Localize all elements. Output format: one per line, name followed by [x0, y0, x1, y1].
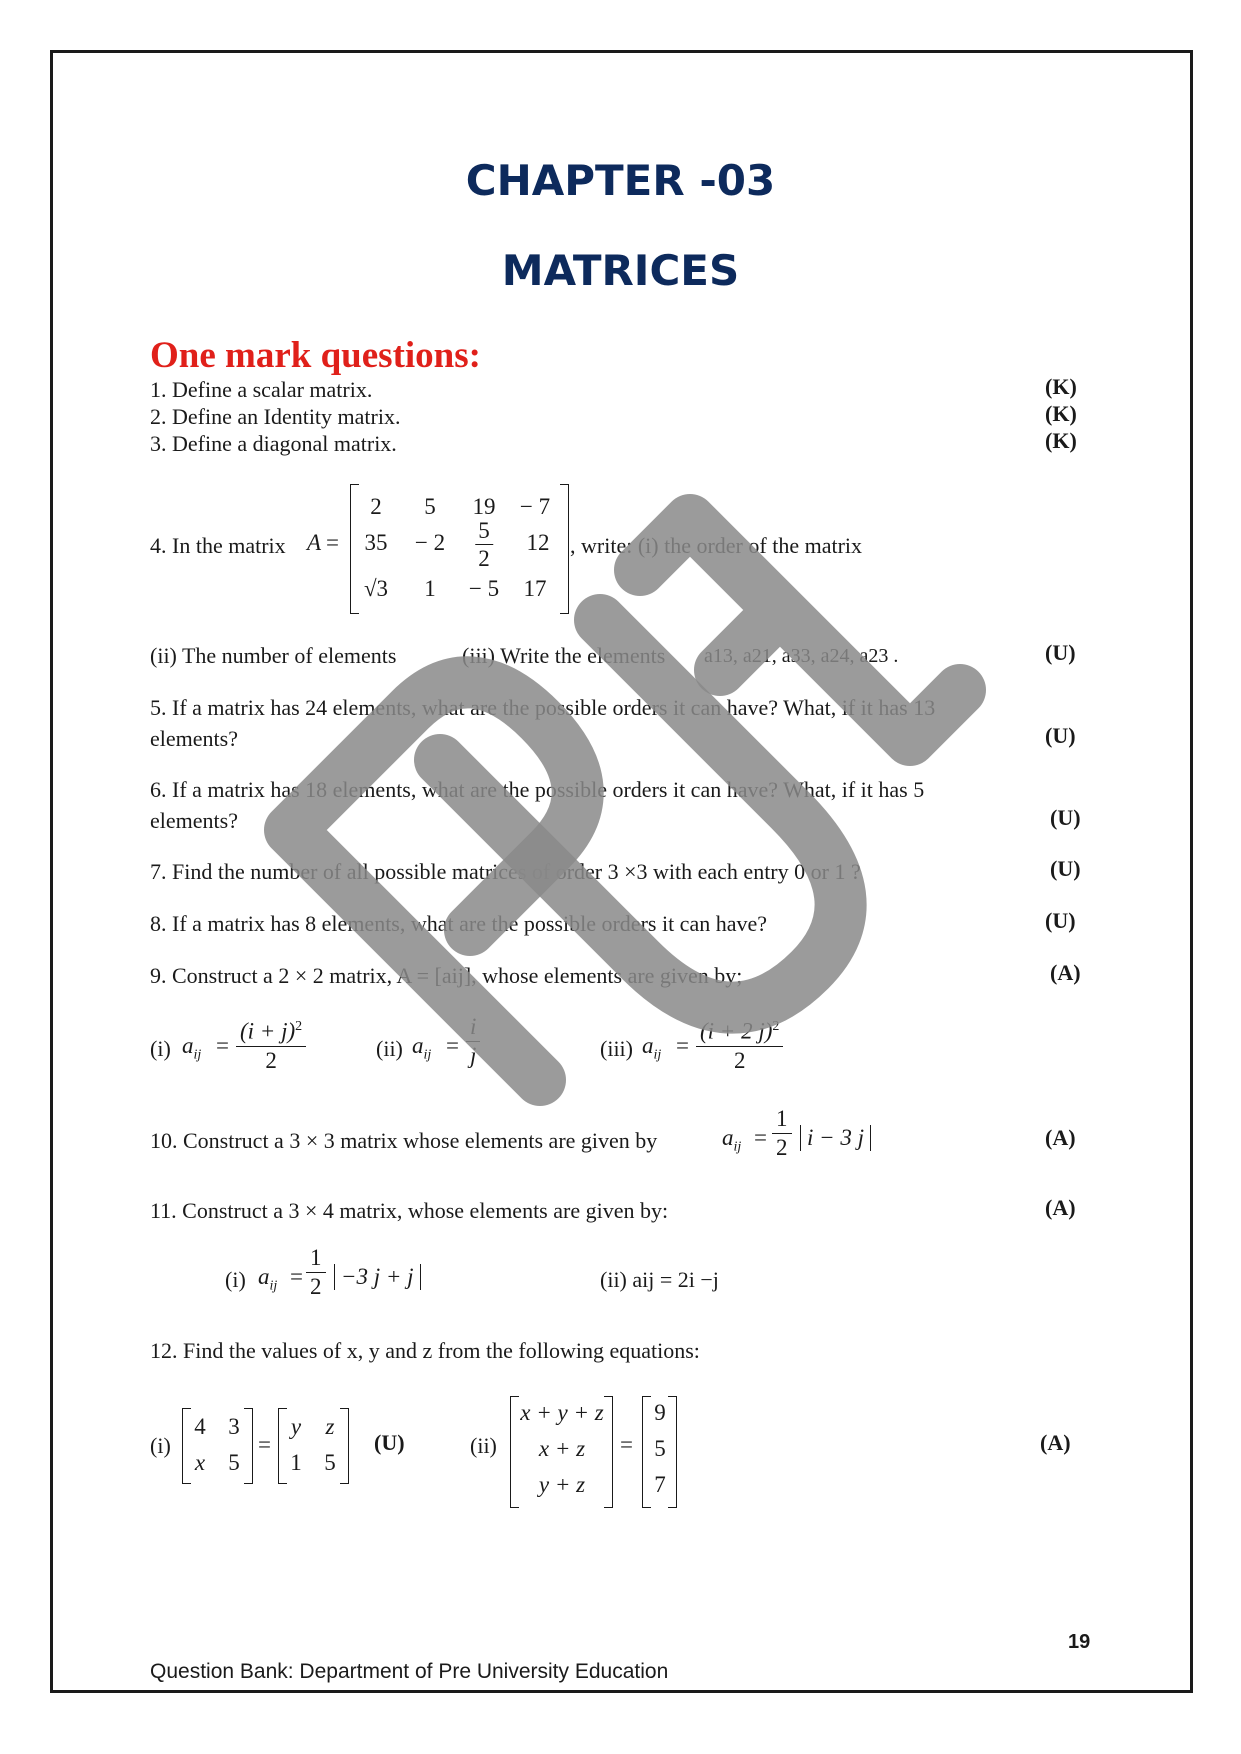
matrix-cell: − 2	[414, 530, 446, 555]
question-4-part-iii: (iii) Write the elements	[462, 643, 666, 668]
matrix-cell-fraction-num: 5	[475, 518, 493, 545]
right-bracket	[340, 1408, 349, 1484]
matrix-cell: x + z	[538, 1436, 586, 1461]
q9-lhs-sub: ij	[193, 1047, 202, 1063]
q10-eq: =	[754, 1125, 767, 1150]
question-8: 8. If a matrix has 8 elements, what are the possible orders it can have?	[150, 911, 767, 936]
question-7-mark: (U)	[1050, 856, 1081, 881]
frac-num: (i + 2 j)	[700, 1018, 773, 1044]
matrix-cell: 3	[228, 1414, 240, 1439]
question-4-mark: (U)	[1045, 640, 1076, 665]
matrix-cell: 12	[526, 530, 550, 555]
question-6-line2: elements?	[150, 808, 238, 833]
q9-lhs-a: a	[642, 1033, 654, 1058]
question-5-line1: 5. If a matrix has 24 elements, what are the possible orders it can have? What, if it has 13	[150, 695, 936, 720]
q12-part-ii-mark: (A)	[1040, 1430, 1071, 1455]
q9-part-iii-lhs	[642, 1033, 661, 1064]
matrix-cell: 2	[370, 494, 382, 519]
topic-title: MATRICES	[501, 246, 740, 295]
frac-den: 2	[733, 1047, 746, 1073]
matrix-cell-fraction-den: 2	[478, 546, 490, 571]
frac-den: 2	[265, 1047, 277, 1073]
chapter-title: CHAPTER -03	[465, 156, 776, 205]
question-9: 9. Construct a 2 × 2 matrix, A = [aij], whose elements are given by;	[150, 963, 743, 988]
matrix-cell: − 7	[519, 494, 551, 519]
q9-lhs-sub: ij	[653, 1047, 662, 1063]
q11-eq: =	[290, 1264, 303, 1289]
q11-frac	[306, 1244, 326, 1301]
question-4-elements: a13, a21, a33, a24, a23 .	[704, 645, 899, 667]
matrix-cell: √3	[363, 576, 389, 601]
question-7: 7. Find the number of all possible matrices of order 3 ×3 with each entry 0 or 1 ?	[150, 859, 861, 884]
exp: 2	[295, 1019, 303, 1034]
q12-matrix-2	[278, 1408, 350, 1484]
question-9-mark: (A)	[1050, 960, 1081, 985]
frac-den: 2	[776, 1135, 788, 1160]
q9-part-ii-frac	[466, 1013, 480, 1070]
matrix-cell: − 5	[468, 576, 500, 601]
left-bracket	[278, 1408, 287, 1484]
matrix-cell: 7	[654, 1472, 666, 1497]
matrix-a	[350, 484, 570, 614]
q9-part-iii-frac	[696, 1013, 783, 1075]
frac-den: 2	[310, 1274, 322, 1299]
q10-lhs	[722, 1125, 741, 1156]
q9-part-ii-label: (ii)	[376, 1036, 403, 1061]
q9-lhs-a: a	[182, 1033, 194, 1058]
matrix-cell: x	[194, 1450, 206, 1475]
right-bracket	[244, 1408, 253, 1484]
question-1-mark: (K)	[1045, 374, 1077, 399]
left-bracket	[510, 1396, 519, 1508]
q11-lhs-sub: ij	[269, 1278, 278, 1294]
left-bracket	[642, 1396, 651, 1508]
q9-part-i-frac	[236, 1013, 306, 1075]
q11-part-i-label: (i)	[225, 1267, 246, 1292]
question-2: 2. Define an Identity matrix.	[150, 404, 401, 429]
frac-num: 1	[306, 1244, 326, 1273]
q9-part-i-lhs	[182, 1033, 201, 1064]
question-4-prefix: 4. In the matrix	[150, 533, 286, 558]
matrix-cell: 5	[228, 1450, 240, 1475]
question-11: 11. Construct a 3 × 4 matrix, whose elements are given by:	[150, 1198, 669, 1223]
matrix-cell: y	[290, 1414, 302, 1439]
q10-abs-expr: i − 3 j	[800, 1125, 871, 1151]
matrix-cell: 19	[472, 494, 496, 519]
q12-part-i-mark: (U)	[374, 1430, 405, 1455]
left-bracket	[182, 1408, 191, 1484]
matrix-cell: 1	[290, 1450, 302, 1475]
right-bracket	[560, 484, 569, 614]
q12-i-eq: =	[258, 1432, 271, 1457]
q9-part-iii-label: (iii)	[600, 1036, 633, 1061]
matrix-cell: 9	[654, 1400, 666, 1425]
matrix-cell: 1	[424, 576, 436, 601]
left-bracket	[350, 484, 359, 614]
q12-part-ii-label: (ii)	[470, 1433, 497, 1458]
q10-frac	[772, 1105, 792, 1162]
matrix-cell: y + z	[538, 1472, 586, 1497]
q10-lhs-a: a	[722, 1125, 734, 1150]
question-4-suffix: , write: (i) the order of the matrix	[570, 533, 863, 558]
question-10: 10. Construct a 3 × 3 matrix whose elements are given by	[150, 1128, 658, 1153]
q9-part-iii-eq: =	[676, 1033, 689, 1058]
frac-num: 1	[772, 1105, 792, 1134]
matrix-cell: 5	[424, 494, 436, 519]
question-5-mark: (U)	[1045, 723, 1076, 748]
question-6-line1: 6. If a matrix has 18 elements, what are the possible orders it can have? What, if it has 5	[150, 777, 925, 802]
question-12: 12. Find the values of x, y and z from the following equations:	[150, 1338, 700, 1363]
q12-matrix-4	[642, 1396, 678, 1508]
question-3: 3. Define a diagonal matrix.	[150, 431, 397, 456]
right-bracket	[604, 1396, 613, 1508]
frac-num: (i + j)	[240, 1018, 296, 1044]
q9-lhs-sub: ij	[423, 1047, 432, 1063]
matrix-cell: 17	[523, 576, 547, 601]
q9-part-i-eq: =	[216, 1033, 229, 1058]
q12-part-i-label: (i)	[150, 1433, 171, 1458]
question-5-line2: elements?	[150, 726, 238, 751]
question-11-mark: (A)	[1045, 1195, 1076, 1220]
matrix-a-equals: =	[326, 530, 339, 555]
question-1: 1. Define a scalar matrix.	[150, 377, 373, 402]
q11-part-i-lhs	[258, 1264, 277, 1295]
q11-part-ii: (ii) aij = 2i −j	[600, 1267, 719, 1292]
matrix-cell: x + y + z	[520, 1400, 604, 1425]
footer-text: Question Bank: Department of Pre University Education	[150, 1660, 669, 1683]
page-number: 19	[1068, 1631, 1091, 1653]
question-6-mark: (U)	[1050, 805, 1081, 830]
matrix-cell: 5	[654, 1436, 666, 1461]
matrix-a-name: A	[307, 530, 322, 555]
question-2-mark: (K)	[1045, 401, 1077, 426]
frac-num: i	[466, 1013, 480, 1042]
q12-matrix-3	[510, 1396, 614, 1508]
q11-lhs-a: a	[258, 1264, 270, 1289]
question-3-mark: (K)	[1045, 428, 1077, 453]
right-bracket	[668, 1396, 677, 1508]
matrix-cell: 4	[194, 1414, 206, 1439]
matrix-cell: 35	[364, 530, 388, 555]
question-10-mark: (A)	[1045, 1125, 1076, 1150]
q9-part-i-label: (i)	[150, 1036, 171, 1061]
q9-part-ii-lhs	[412, 1033, 431, 1064]
q10-lhs-sub: ij	[733, 1139, 742, 1155]
section-heading: One mark questions:	[150, 335, 481, 376]
exp: 2	[772, 1019, 780, 1034]
question-8-mark: (U)	[1045, 908, 1076, 933]
q12-ii-eq: =	[620, 1432, 633, 1457]
q11-abs-expr: −3 j + j	[334, 1264, 421, 1290]
question-4-part-ii: (ii) The number of elements	[150, 643, 397, 668]
q9-part-ii-eq: =	[446, 1033, 459, 1058]
q9-lhs-a: a	[412, 1033, 424, 1058]
matrix-cell: 5	[324, 1450, 336, 1475]
q12-matrix-1	[182, 1408, 254, 1484]
matrix-cell: z	[325, 1414, 335, 1439]
frac-den: j	[470, 1043, 477, 1068]
